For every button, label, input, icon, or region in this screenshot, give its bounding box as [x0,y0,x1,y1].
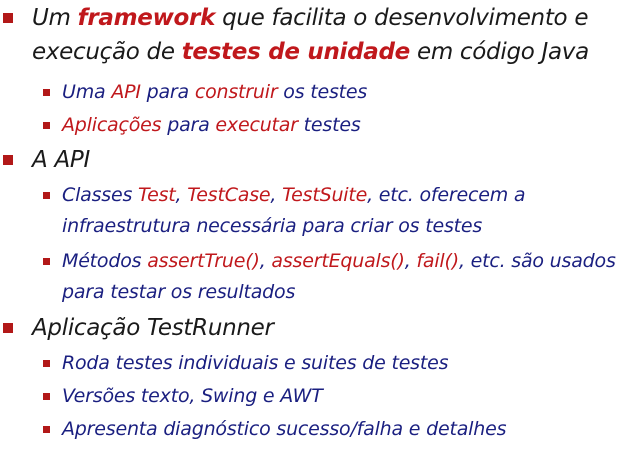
bullet-marker [43,89,50,96]
highlight-build: construir [194,81,278,103]
bullet-diagnostics [62,414,506,445]
text-segment: Versões texto, Swing e AWT [62,385,323,407]
text-segment: Apresenta diagnóstico sucesso/falha e detalhes [62,418,507,440]
bullet-versions [62,381,323,412]
highlight-framework: framework [77,5,216,31]
highlight-execute: executar [215,114,298,136]
highlight-api: API [111,81,141,103]
bullet-marker [43,393,50,400]
bullet-marker [43,360,50,367]
text-segment: A API [32,147,90,173]
bullet-marker [3,323,13,333]
highlight-fail: fail() [416,250,459,272]
bullet-api-build [62,77,367,108]
bullet-classes [62,180,627,242]
highlight-test: Test [138,184,176,206]
text-segment: , [404,250,417,272]
highlight-asserttrue: assertTrue() [147,250,260,272]
text-segment: testes [297,114,361,136]
text-segment: , [270,184,283,206]
highlight-unit-tests: testes de unidade [181,39,410,65]
text-segment: os testes [277,81,368,103]
text-segment: Um [32,5,78,31]
highlight-testcase: TestCase [187,184,271,206]
bullet-testrunner [32,311,274,345]
bullet-marker [3,155,13,165]
bullet-methods [62,246,627,308]
highlight-assertequals: assertEquals() [271,250,405,272]
text-segment: Uma [62,81,112,103]
bullet-the-api [32,143,90,177]
text-segment: em código Java [409,39,589,65]
text-segment: Métodos [62,250,148,272]
text-segment: para [140,81,195,103]
text-segment: , etc. são usados para testar os resultados [62,250,616,303]
text-segment: Classes [62,184,139,206]
bullet-marker [43,258,50,265]
bullet-framework [32,1,632,69]
text-segment: , [259,250,272,272]
bullet-apps-execute [62,110,361,141]
bullet-marker [43,192,50,199]
bullet-runs-tests [62,348,448,379]
text-segment: , [175,184,188,206]
text-segment: que facilita o desenvolvimento e execução de [32,5,589,65]
bullet-marker [43,122,50,129]
bullet-marker [3,13,13,23]
text-segment: para [161,114,216,136]
highlight-testsuite: TestSuite [282,184,368,206]
text-segment: , etc. oferecem a infraestrutura necessária para criar os testes [62,184,526,237]
highlight-applications: Aplicações [62,114,162,136]
text-segment: Roda testes individuais e suites de testes [62,352,449,374]
text-segment: Aplicação TestRunner [32,315,274,341]
bullet-marker [43,426,50,433]
